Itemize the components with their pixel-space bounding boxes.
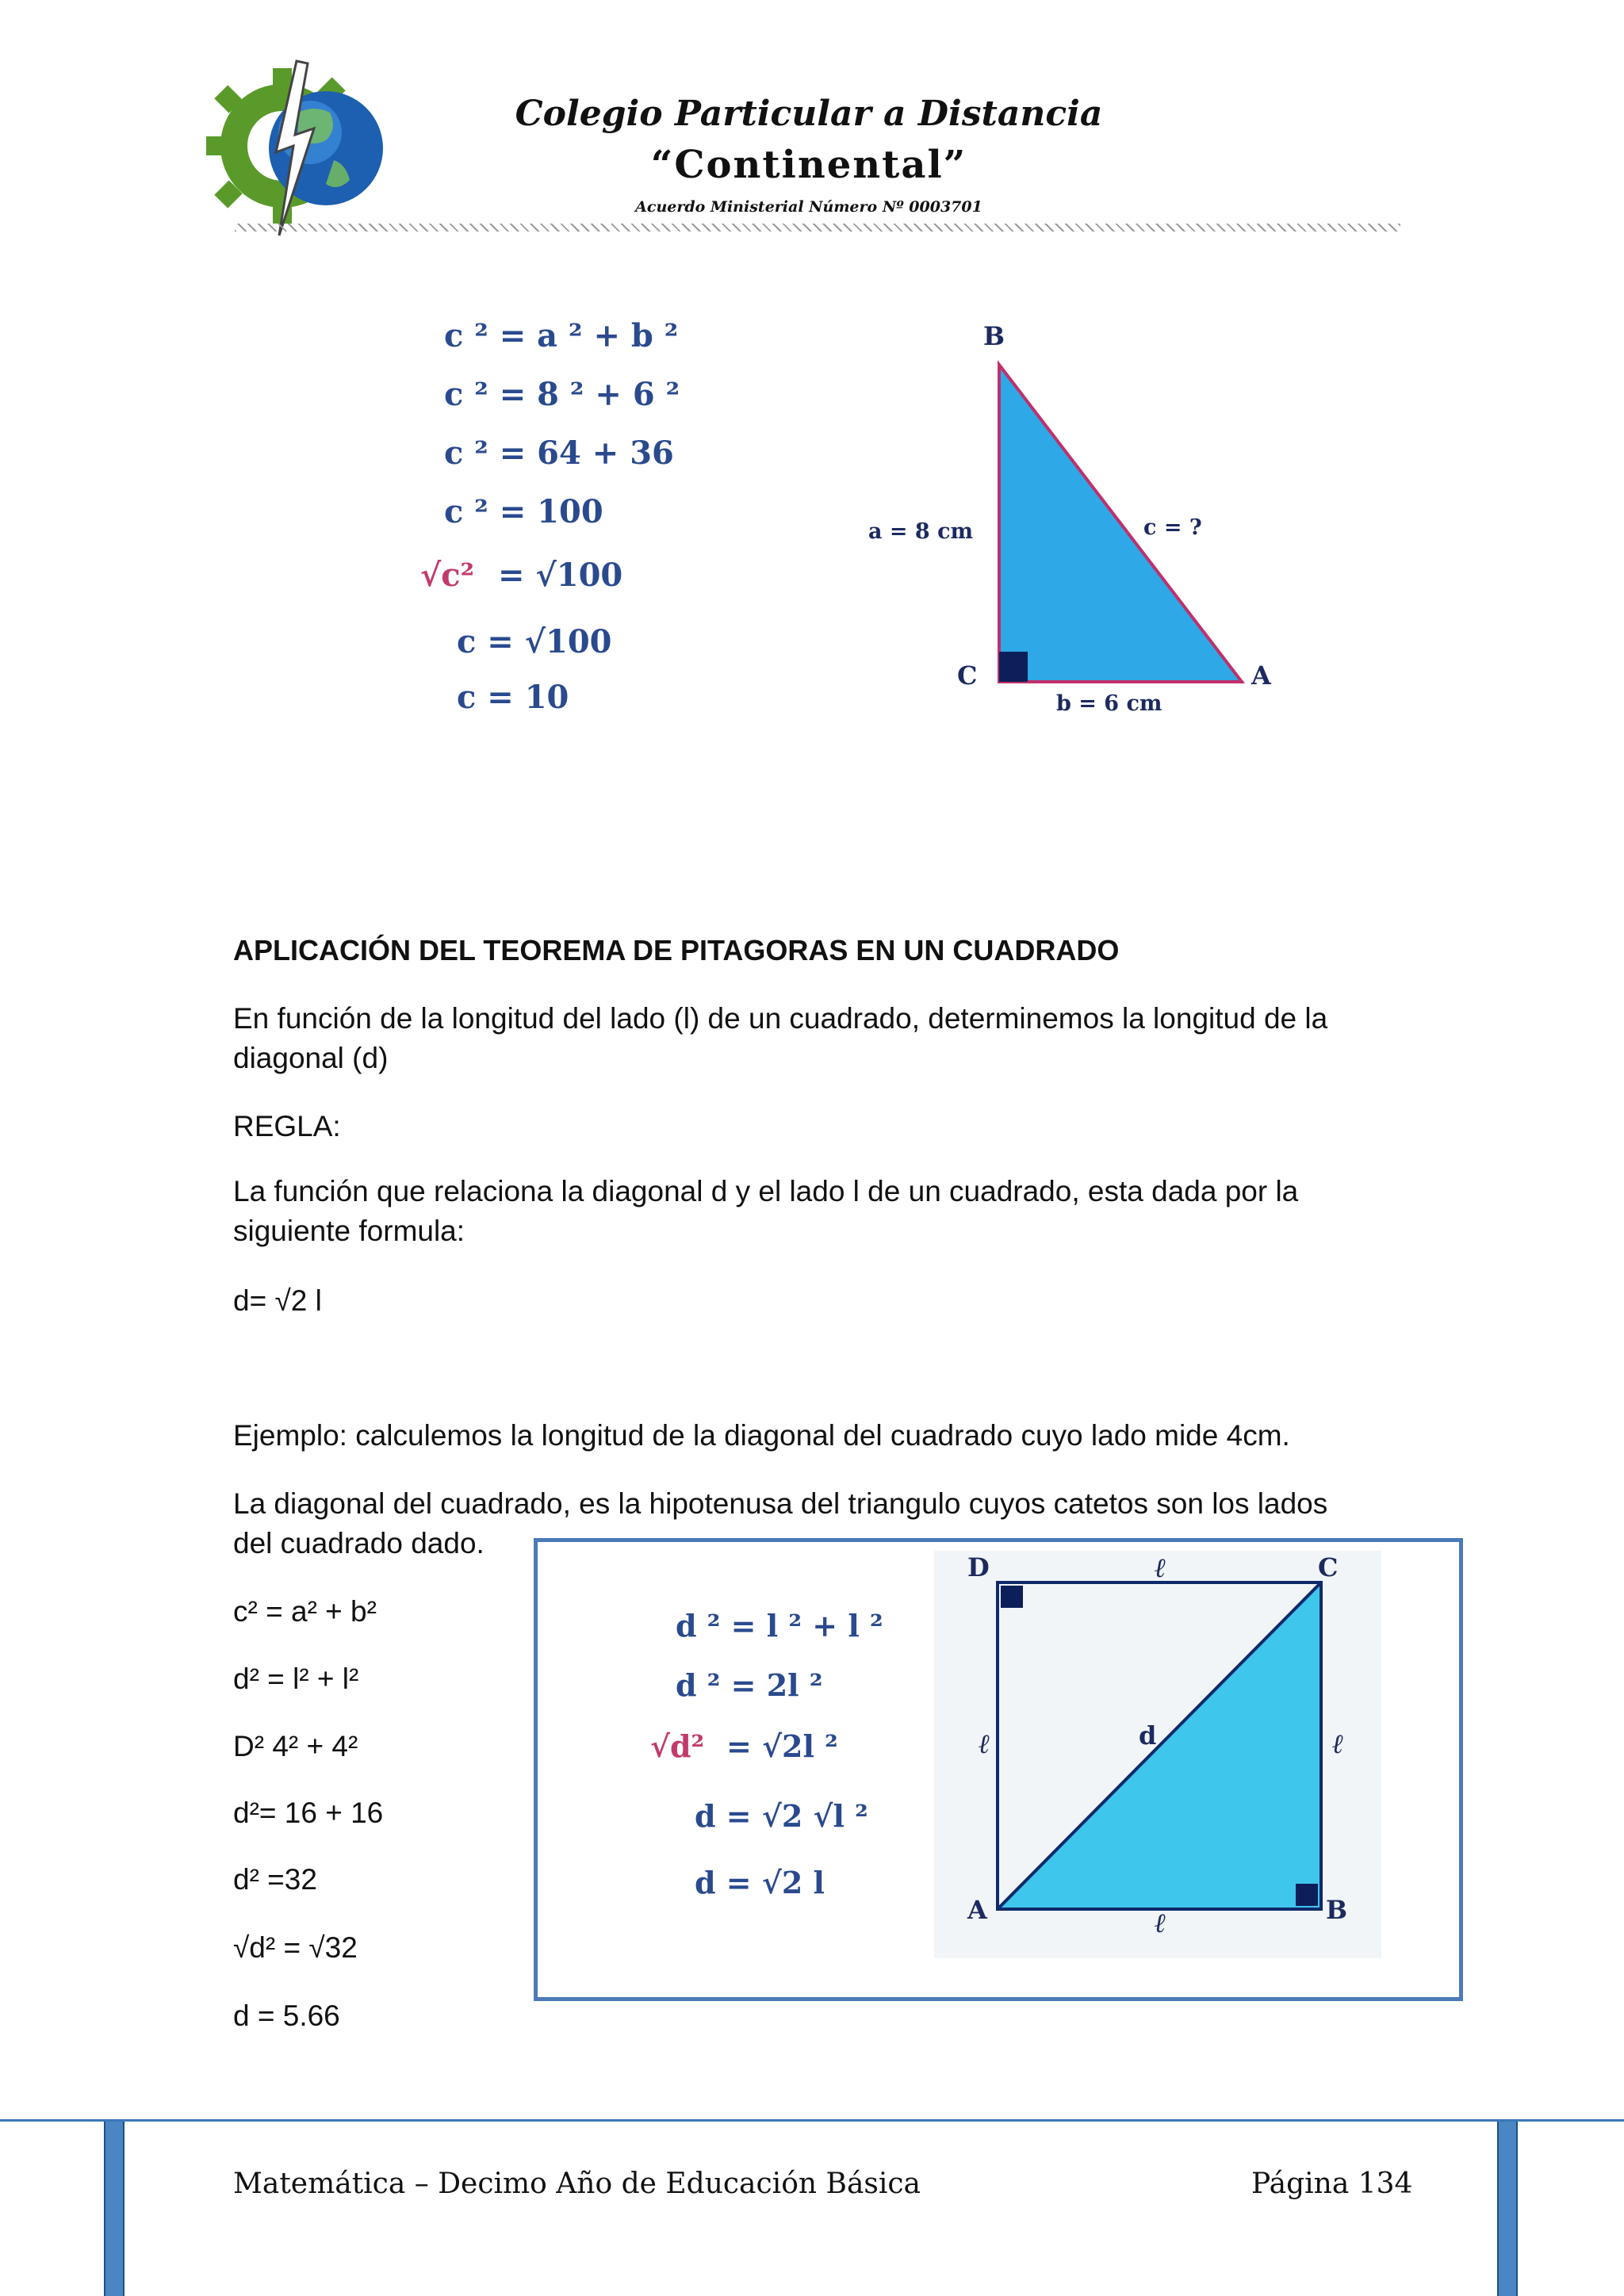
calc-step-7: d = 5.66 bbox=[233, 1999, 340, 2032]
square-side-right: ℓ bbox=[1332, 1728, 1344, 1760]
square-corner-d: D bbox=[967, 1552, 990, 1582]
triangle-step-4: c ² = 100 bbox=[444, 493, 603, 530]
footer-divider bbox=[0, 2119, 1624, 2122]
triangle-vertex-b: B bbox=[983, 321, 1005, 351]
footer-page-number: Página 134 bbox=[1251, 2168, 1413, 2200]
square-step-3: = √2l ² bbox=[726, 1728, 838, 1764]
square-diagonal-figure bbox=[934, 1551, 1381, 1958]
square-diagonal-label: d bbox=[1139, 1720, 1157, 1751]
intro-line-1: En función de la longitud del lado (l) de un cuadrado, determinemos la longitud de la bbox=[233, 1002, 1328, 1035]
rule-line-2: siguiente formula: bbox=[233, 1215, 465, 1247]
section-heading: APLICACIÓN DEL TEOREMA DE PITAGORAS EN UN CUADRADO bbox=[233, 934, 1120, 966]
triangle-step-3: c ² = 64 + 36 bbox=[444, 434, 674, 472]
triangle-step-1: c ² = a ² + b ² bbox=[444, 317, 679, 354]
rule-label: REGLA: bbox=[233, 1110, 341, 1142]
footer-left-bar bbox=[104, 2122, 124, 2296]
square-step-2: d ² = 2l ² bbox=[676, 1667, 823, 1703]
square-side-bottom: ℓ bbox=[1155, 1908, 1166, 1939]
rule-line-1: La función que relaciona la diagonal d y el lado l de un cuadrado, esta dada por la bbox=[233, 1175, 1299, 1207]
example-statement: Ejemplo: calculemos la longitud de la diagonal del cuadrado cuyo lado mide 4cm. bbox=[233, 1419, 1290, 1452]
square-corner-c: C bbox=[1318, 1552, 1339, 1582]
triangle-root-left: √c² bbox=[420, 557, 475, 594]
ministerial-agreement: Acuerdo Ministerial Número Nº 0003701 bbox=[635, 198, 982, 216]
calc-step-5: d² =32 bbox=[233, 1863, 317, 1896]
calc-step-3: D² 4² + 4² bbox=[233, 1730, 358, 1762]
triangle-side-a: a = 8 cm bbox=[868, 519, 974, 544]
calc-step-2: d² = l² + l² bbox=[233, 1663, 359, 1695]
square-corner-b: B bbox=[1326, 1895, 1348, 1925]
triangle-side-c: c = ? bbox=[1143, 515, 1202, 540]
square-side-left: ℓ bbox=[979, 1728, 990, 1760]
calc-step-6: √d² = √32 bbox=[233, 1931, 358, 1964]
header-divider bbox=[235, 224, 1400, 232]
diagonal-formula: d= √2 l bbox=[233, 1284, 322, 1317]
triangle-vertex-a: A bbox=[1251, 660, 1271, 691]
footer-course: Matemática – Decimo Año de Educación Básica bbox=[233, 2168, 921, 2200]
square-root-left: √d² bbox=[650, 1728, 705, 1764]
school-logo bbox=[203, 57, 393, 239]
square-step-5: d = √2 l bbox=[695, 1865, 825, 1900]
triangle-vertex-c: C bbox=[957, 660, 978, 691]
square-corner-a: A bbox=[967, 1895, 987, 1925]
calc-step-4: d²= 16 + 16 bbox=[233, 1797, 384, 1829]
triangle-step-2: c ² = 8 ² + 6 ² bbox=[444, 376, 680, 413]
triangle-step-7: c = 10 bbox=[457, 679, 569, 716]
square-side-top: ℓ bbox=[1155, 1552, 1166, 1584]
triangle-step-6: c = √100 bbox=[457, 623, 612, 660]
footer-right-bar bbox=[1497, 2122, 1518, 2296]
square-step-1: d ² = l ² + l ² bbox=[676, 1608, 883, 1644]
triangle-step-5: = √100 bbox=[498, 557, 623, 594]
hypotenuse-line-2: del cuadrado dado. bbox=[233, 1527, 485, 1559]
calc-step-1: c² = a² + b² bbox=[233, 1595, 377, 1628]
school-title: Colegio Particular a Distancia bbox=[515, 94, 1103, 134]
square-step-4: d = √2 √l ² bbox=[695, 1798, 868, 1834]
school-name: “Continental” bbox=[650, 143, 967, 187]
hypotenuse-line-1: La diagonal del cuadrado, es la hipotenusa del triangulo cuyos catetos son los lados bbox=[233, 1487, 1328, 1520]
intro-line-2: diagonal (d) bbox=[233, 1042, 389, 1074]
triangle-side-b: b = 6 cm bbox=[1056, 691, 1162, 716]
